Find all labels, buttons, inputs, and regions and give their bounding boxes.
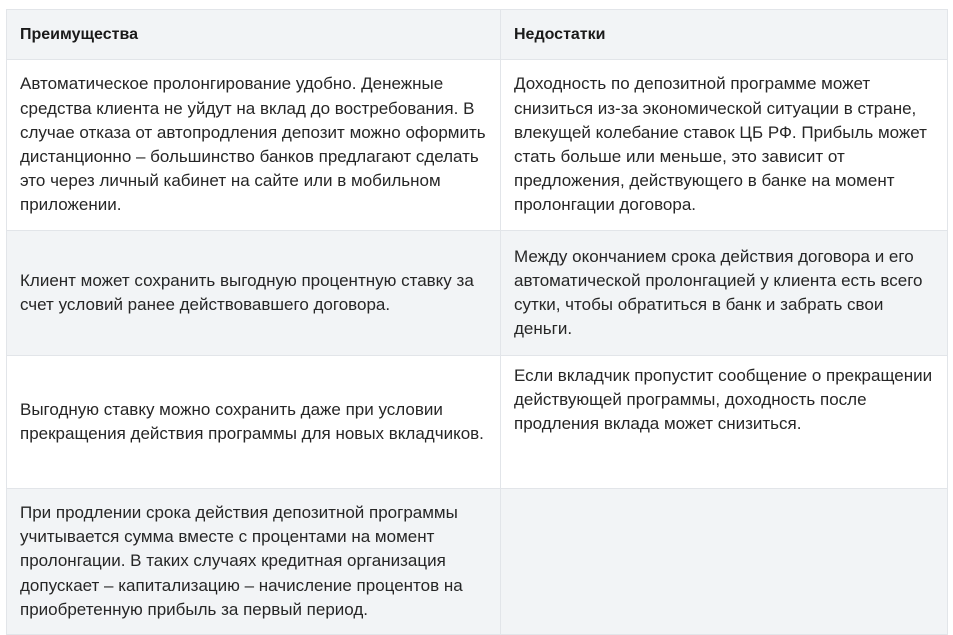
advantage-cell: Клиент может сохранить выгодную процентную ставку за счет условий ранее действовавшего договора. (7, 231, 501, 356)
disadvantage-cell: Доходность по депозитной программе может снизиться из-за экономической ситуации в стране, влекущей колебание ставок ЦБ РФ. Прибыль может стать больше или меньше, это зависит от предложения, действующего в банке на момент пролонгации договора. (501, 60, 948, 231)
disadvantage-cell: Между окончанием срока действия договора и его автоматической пролонгацией у клиента есть всего сутки, чтобы обратиться в банк и забрать свои деньги. (501, 231, 948, 356)
table-row (7, 489, 948, 635)
disadvantage-cell: Если вкладчик пропустит сообщение о прекращении действующей программы, доходность после продления вклада может снизиться. (501, 356, 948, 489)
advantage-cell: Выгодную ставку можно сохранить даже при условии прекращения действия программы для новых вкладчиков. (7, 356, 501, 489)
header-advantages: Преимущества (7, 10, 501, 60)
advantage-cell: При продлении срока действия депозитной программы учитывается сумма вместе с процентами на момент пролонгации. В таких случаях кредитная организация допускает – капитализацию – начисление процентов на приобретенную прибыль за первый период. (7, 489, 501, 635)
table-row (7, 356, 948, 489)
table-header-row (7, 10, 948, 60)
pros-cons-table (6, 9, 948, 635)
table-row (7, 60, 948, 231)
pros-cons-container (6, 9, 947, 635)
advantage-cell: Автоматическое пролонгирование удобно. Денежные средства клиента не уйдут на вклад до востребования. В случае отказа от автопродления депозит можно оформить дистанционно – большинство банков предлагают сделать это через личный кабинет на сайте или в мобильном приложении. (7, 60, 501, 231)
header-disadvantages: Недостатки (501, 10, 948, 60)
table-row (7, 231, 948, 356)
disadvantage-cell-empty (501, 489, 948, 635)
